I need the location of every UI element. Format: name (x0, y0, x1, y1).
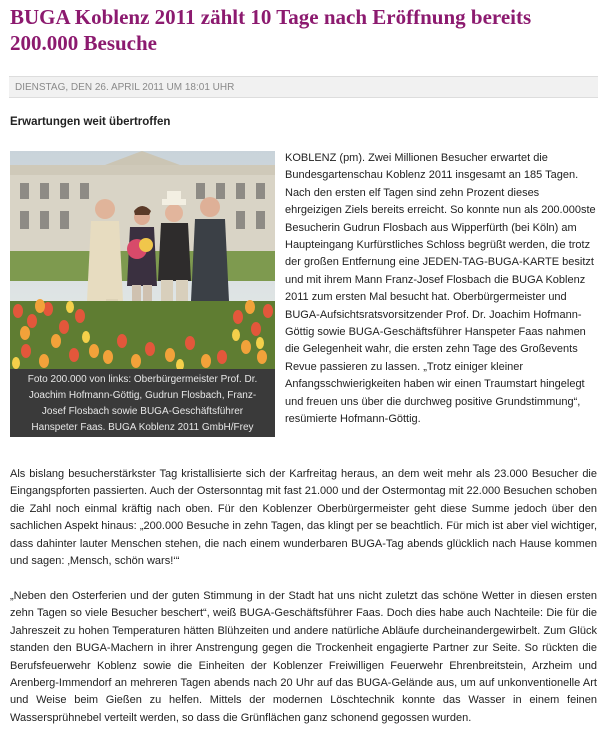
article-photo (10, 151, 275, 369)
article-paragraph: Als bislang besucherstärkster Tag kristallisierte sich der Karfreitag heraus, an dem weit mehr als 23.000 Besucher die Eingangspforten passierten. Auch der Ostersonntag mit fast 21.000 und der Ostermontag mit 22.000 Besuchen schoben die Zahl noch einmal kräftig nach oben. Für den Koblenzer Oberbürgermeister geht diese Summe jedoch über den sachlichen Aspekt hinaus: „200.000 Besuche in zehn Tagen, das klingt per se beachtlich. Für mich ist aber viel wichtiger, dass dahinter lauter Menschen stehen, die nach einem wunderbaren BUGA-Tag abends glücklich nach Hause kommen und sagen: ‚Mensch, schön wars!‘“ (10, 468, 597, 568)
photo-caption: Foto 200.000 von links: Oberbürgermeister Prof. Dr. Joachim Hofmann-Göttig, Gudrun Flosbach, Franz-Josef Flosbach sowie BUGA-Geschäftsführer Hanspeter Faas. BUGA Koblenz 2011 GmbH/Frey (10, 369, 275, 437)
article-subheading: Erwartungen weit übertroffen (10, 116, 171, 128)
article-intro-text: KOBLENZ (pm). Zwei Millionen Besucher erwartet die Bundesgartenschau Koblenz 2011 insgesamt an 185 Tagen. Nach den ersten elf Tagen sind zehn Prozent dieses ehrgeizigen Ziels bereits erreicht. So konnte nun als 200.000ste Besucherin Gudrun Flosbach aus Wipperfürth (bei Köln) am Haupteingang Kurfürstliches Schloss begrüßt werden, die trotz der großen Entfernung eine JEDEN-TAG-BUGA-KARTE besitzt und mit ihrem Mann Franz-Josef Flosbach die BUGA Koblenz 2011 zum ersten Mal besucht hat. Oberbürgermeister und BUGA-Aufsichtsratsvorsitzender Prof. Dr. Joachim Hofmann-Göttig sowie BUGA-Geschäftsführer Hanspeter Faas nahmen die Gelegenheit wahr, die ersten zehn Tage des Großevents Revue passieren zu lassen. „Trotz einiger kleiner Anfangsschwierigkeiten haben wir einen Traumstart hingelegt und freuen uns über die durchweg positive Grundstimmung“, resümierte Hofmann-Göttig. (285, 152, 596, 426)
article-date: DIENSTAG, DEN 26. APRIL 2011 UM 18:01 UHR (9, 76, 598, 98)
article-paragraph: „Neben den Osterferien und der guten Stimmung in der Stadt hat uns nicht zuletzt das schöne Wetter in diesen ersten zehn Tagen so viele Besucher beschert“, weiß BUGA-Geschäftsführer Faas. Doch dies habe auch Nachteile: Die für die Jahreszeit zu hohen Temperaturen hätten Blühzeiten und andere natürliche Abläufe durcheinandergewirbelt. Zum Glück standen den BUGA-Machern in ihrer Anstrengung gegen die Trockenheit engagierte Partner zur Seite. So rückten die Berufsfeuerwehr Koblenz sowie die Einheiten der Koblenzer Freiwilligen Feuerwehr Ehrenbreitstein, Arzheim und Arenberg-Immendorf an mehreren Tagen abends nach 20 Uhr auf das BUGA-Gelände aus, um auf unkonventionelle Art und Weise beim Gießen zu helfen. Mittels der modernen Löschtechnik konnte das Wasser in einem feinen Wassersprühnebel verteilt werden, so dass die Grünflächen ganz schonend gegossen wurden. (10, 590, 597, 724)
article-title[interactable]: BUGA Koblenz 2011 zählt 10 Tage nach Eröffnung bereits 200.000 Besuche (10, 5, 532, 55)
